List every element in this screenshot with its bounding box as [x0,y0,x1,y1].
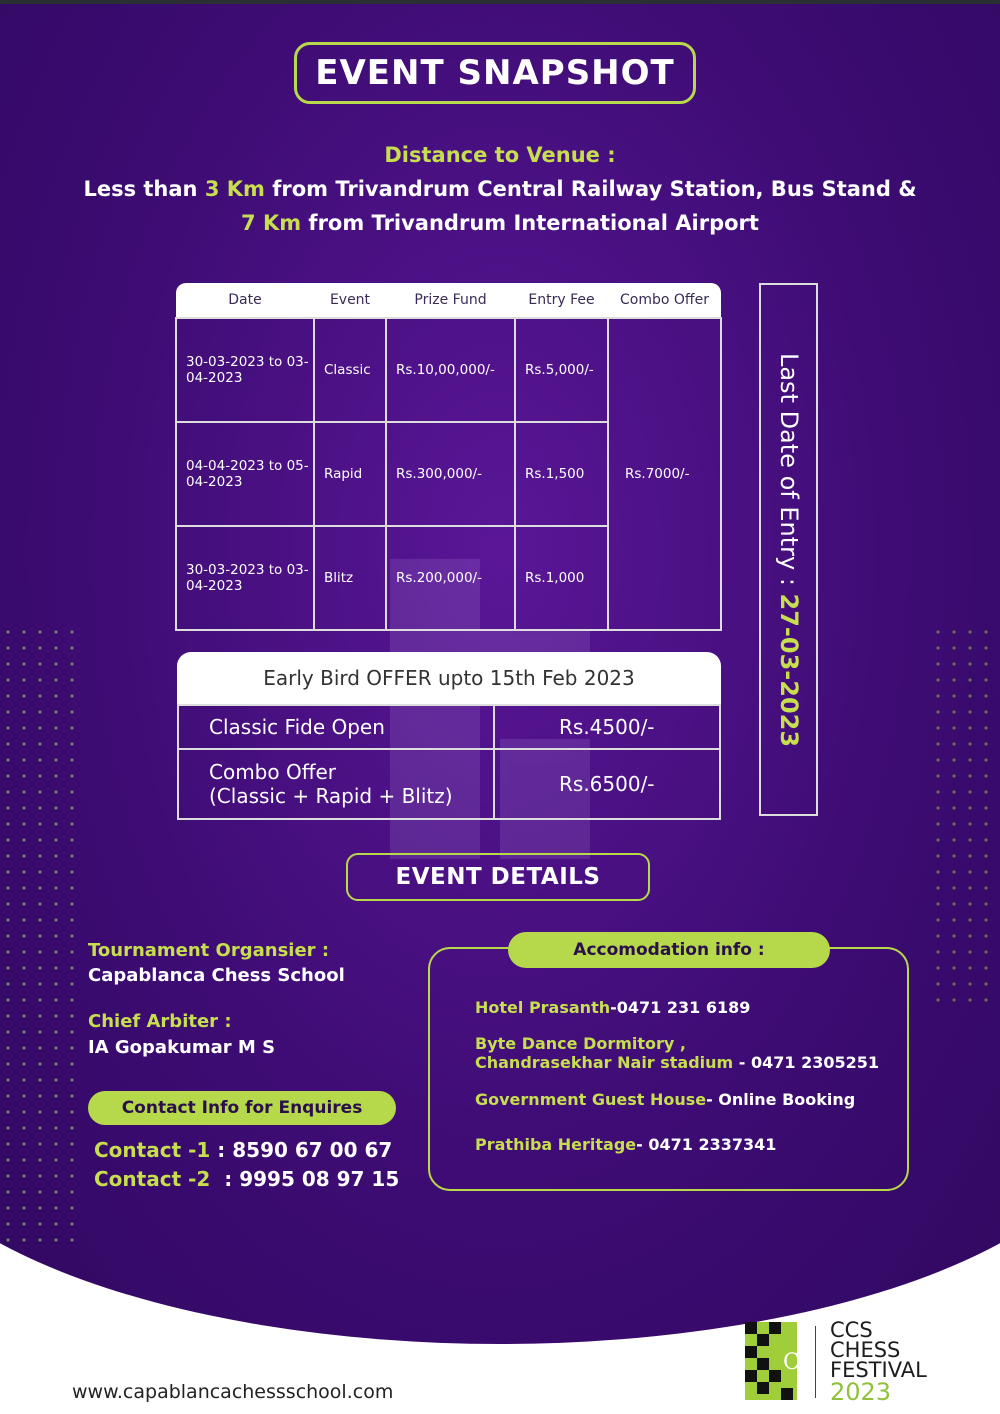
distance-label: Distance to Venue : [384,143,616,167]
header-prize-fund: Prize Fund [386,283,515,318]
events-table [175,283,722,631]
dot-pattern-right [930,624,1000,1004]
cell-date: 30-03-2023 to 03-04-2023 [176,318,314,422]
contact-2: Contact -2 : 9995 08 97 15 [94,1167,400,1191]
accommodation-item: Hotel Prasanth-0471 231 6189 [475,998,751,1017]
table-row [176,318,721,422]
cell-event: Blitz [314,526,386,630]
logo-text: CCS CHESS FESTIVAL [830,1318,927,1382]
arbiter-value: IA Gopakumar M S [88,1037,276,1058]
event-details-heading: EVENT DETAILS [346,853,650,901]
cell-prize: Rs.300,000/- [386,422,515,526]
contact-info-pill: Contact Info for Enquires [88,1091,396,1125]
cell-date: 04-04-2023 to 05-04-2023 [176,422,314,526]
website-link[interactable]: www.capablancachessschool.com [72,1381,394,1403]
organiser-value: Capablanca Chess School [88,965,345,986]
accommodation-item: Prathiba Heritage- 0471 2337341 [475,1135,777,1154]
accommodation-pill: Accomodation info : [508,932,830,968]
logo-divider [815,1326,816,1398]
header-combo-offer: Combo Offer [608,283,721,318]
early-bird-row: Classic Fide Open Rs.4500/- [177,704,721,750]
early-bird-row: Combo Offer (Classic + Rapid + Blitz) Rs.6500/- [177,748,721,820]
dot-pattern-left [0,624,80,1244]
cell-fee: Rs.1,000 [515,526,608,630]
header-date: Date [176,283,314,318]
header-entry-fee: Entry Fee [515,283,608,318]
organiser-label: Tournament Organsier : [88,940,330,961]
cell-prize: Rs.200,000/- [386,526,515,630]
accommodation-item: Byte Dance Dormitory , Chandrasekhar Nair stadium - 0471 2305251 [475,1034,880,1072]
table-header [176,283,721,318]
accommodation-item: Government Guest House- Online Booking [475,1090,856,1109]
cell-event: Classic [314,318,386,422]
early-bird-offer [177,652,721,820]
cell-combo-offer: Rs.7000/- [608,318,721,630]
cell-event: Rapid [314,422,386,526]
early-bird-title: Early Bird OFFER upto 15th Feb 2023 [177,652,721,704]
last-date-of-entry: Last Date of Entry : 27-03-2023 [759,283,818,816]
contact-1: Contact -1 : 8590 67 00 67 [94,1138,393,1162]
event-snapshot-heading: EVENT SNAPSHOT [294,42,696,104]
cell-prize: Rs.10,00,000/- [386,318,515,422]
header-event: Event [314,283,386,318]
logo-year: 2023 [830,1378,892,1406]
cell-fee: Rs.5,000/- [515,318,608,422]
distance-line-1: Less than 3 Km from Trivandrum Central Railway Station, Bus Stand & [83,177,917,201]
ccs-logo-icon: C [745,1322,797,1400]
arbiter-label: Chief Arbiter : [88,1011,232,1032]
cell-date: 30-03-2023 to 03-04-2023 [176,526,314,630]
distance-line-2: 7 Km from Trivandrum International Airport [241,211,759,235]
cell-fee: Rs.1,500 [515,422,608,526]
